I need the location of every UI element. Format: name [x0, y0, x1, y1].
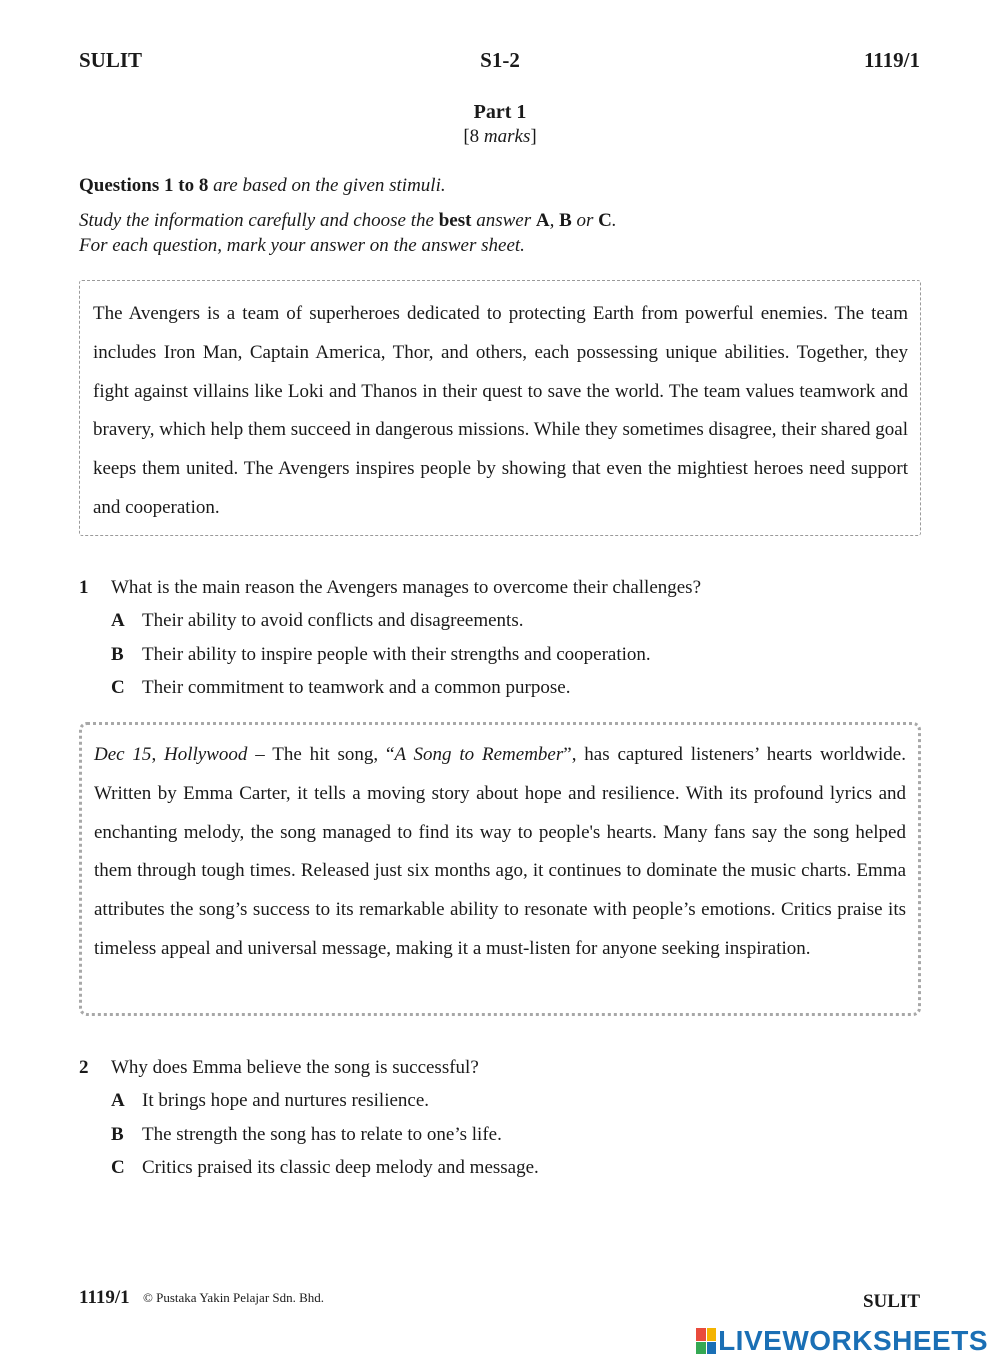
- question-2-option-c-text[interactable]: Critics praised its classic deep melody and message.: [142, 1157, 539, 1178]
- header-left-sulit: SULIT: [79, 48, 143, 72]
- question-2-option-a-text[interactable]: It brings hope and nurtures resilience.: [142, 1090, 430, 1111]
- question-2-option-b-text[interactable]: The strength the song has to relate to one’s life.: [142, 1124, 502, 1145]
- logo-square-yellow: [707, 1328, 717, 1341]
- article-date: Dec 15: [94, 744, 152, 765]
- liveworksheets-brand[interactable]: [696, 1325, 988, 1357]
- article-place: Hollywood: [164, 744, 248, 765]
- question-2-number: 2: [79, 1057, 89, 1078]
- question-1-option-b-text[interactable]: Their ability to inspire people with their strengths and cooperation.: [142, 644, 651, 665]
- logo-square-red: [696, 1328, 706, 1341]
- question-1-option-a-text[interactable]: Their ability to avoid conflicts and disagreements.: [142, 610, 524, 631]
- question-2-option-c-letter[interactable]: C: [111, 1157, 125, 1178]
- instructions-line-3: For each question, mark your answer on the answer sheet.: [79, 235, 525, 256]
- liveworksheets-logo-icon: [696, 1328, 716, 1354]
- liveworksheets-wordmark: LIVEWORKSHEETS: [718, 1325, 988, 1356]
- passage-avengers: The Avengers is a team of superheroes dedicated to protecting Earth from powerful enemies. The team includes Iron Man, Captain America, Thor, and others, each possessing unique abilities. Together, they fight against villains like Loki and Thanos in their quest to save the world. The team values teamwork and bravery, which help them succeed in dangerous missions. While they sometimes disagree, their shared goal keeps them united. The Avengers inspires people by showing that even the mightiest heroes need support and cooperation.: [79, 280, 921, 536]
- question-1-option-c-text[interactable]: Their commitment to teamwork and a common purpose.: [142, 677, 571, 698]
- question-1-option-b-letter[interactable]: B: [111, 644, 124, 665]
- logo-square-blue: [707, 1342, 717, 1355]
- logo-square-green: [696, 1342, 706, 1355]
- header-paper-code: S1-2: [480, 48, 520, 72]
- instructions-line-2: Study the information carefully and choose the best answer A, B or C.: [79, 210, 617, 231]
- footer-copyright: © Pustaka Yakin Pelajar Sdn. Bhd.: [143, 1290, 325, 1305]
- song-title: A Song to Remember: [394, 744, 564, 765]
- part-marks: [8 marks]: [463, 126, 537, 147]
- question-2-option-a-letter[interactable]: A: [111, 1090, 125, 1111]
- part-title: Part 1: [473, 101, 527, 123]
- instructions-line-1: Questions 1 to 8 are based on the given stimuli.: [79, 175, 446, 196]
- footer-sulit: SULIT: [862, 1291, 920, 1312]
- question-1-option-c-letter[interactable]: C: [111, 677, 125, 698]
- header-right-code: 1119/1: [863, 48, 920, 72]
- question-2-text: Why does Emma believe the song is successful?: [111, 1057, 479, 1078]
- question-2-option-b-letter[interactable]: B: [111, 1124, 124, 1145]
- question-1-number: 1: [79, 577, 89, 598]
- question-1-text: What is the main reason the Avengers manages to overcome their challenges?: [111, 577, 702, 598]
- footer-paper-code: 1119/1: [79, 1287, 130, 1308]
- question-1-option-a-letter[interactable]: A: [111, 610, 125, 631]
- passage-song-article: Dec 15, Hollywood – The hit song, “A Song to Remember”, has captured listeners’ hearts worldwide. Written by Emma Carter, it tells a moving story about hope and resilience. With its profound lyrics and enchanting melody, the song managed to find its way to people's hearts. Many fans say the song helped them through tough times. Released just six months ago, it continues to dominate the music charts. Emma attributes the song’s success to its remarkable ability to resonate with people’s emotions. Critics praise its timeless appeal and universal message, making it a must-listen for anyone seeking inspiration.: [79, 722, 921, 1016]
